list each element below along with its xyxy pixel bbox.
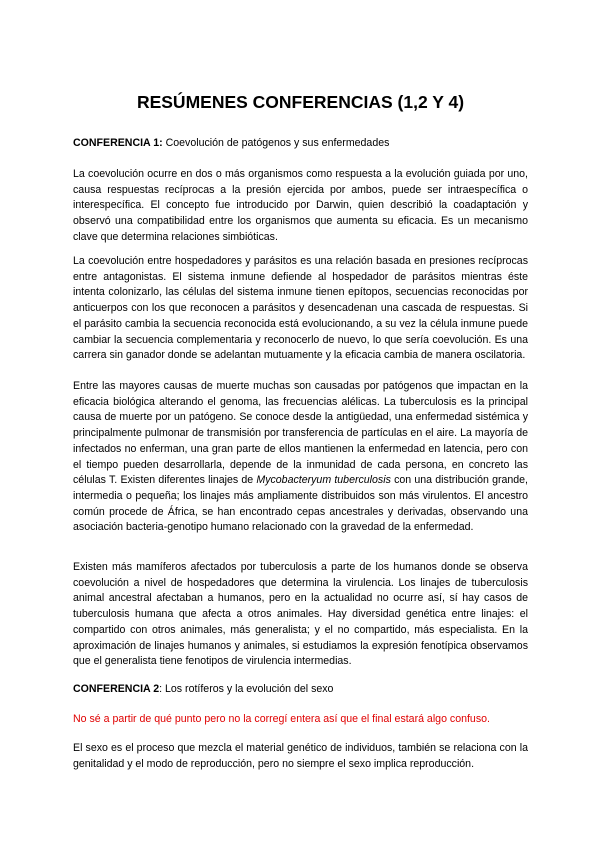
paragraph-2: La coevolución entre hospedadores y parásitos es una relación basada en presiones recíprocas entre antagonistas. El sistema inmune defiende al hospedador de parásitos mientras éste intenta colonizarlo, las células del sistema inmune tienen epítopos, secuencias reconocidas por anticuerpos con los que reconocen a parásitos y desencadenan una cascada de respuestas. Si el parásito cambia la secuencia reconocida está evolucionando, a su vez la célula inmune puede cambiar la secuencia complementaria y reconocerlo de nuevo, lo que sería coevolución. Es una carrera sin ganador donde se adelantan mutuamente y la eficacia cambia de manera oscilatoria. — [73, 255, 528, 362]
correction-note: No sé a partir de qué punto pero no la corregí entera así que el final estará algo confuso. — [73, 713, 490, 725]
conference-1-heading — [73, 136, 528, 152]
conference-1-label: CONFERENCIA 1: — [73, 137, 163, 149]
paragraph-3-start: Entre las mayores causas de muerte muchas son causadas por patógenos que impactan en la eficacia biológica alterando el genoma, las frecuencias alélicas. La tuberculosis es la principal causa de muerte por un patógeno. Se conoce desde la antigüedad, una enfermedad sistémica y principalmente pulmonar de transmisión por transferencia de partículas en el aire. La mayoría de infectados no enferman, una gran parte de ellos mantienen la enfermedad en latencia, pero con el tiempo pueden desarrollarla, depende de la inmunidad de cada persona, en concreto las células T. Existen diferentes linajes de — [73, 380, 528, 487]
paragraph-3-end: con una distribución grande, intermedia o pequeña; los linajes más ampliamente distribuidos son más virulentos. El ancestro común procede de África, se han encontrado cepas ancestrales y derivadas, observando una asociación bacteria-genotipo humano relacionado con la gravedad de la enfermedad. — [73, 474, 529, 534]
conference-2-topic: : Los rotíferos y la evolución del sexo — [159, 683, 334, 695]
paragraph-3 — [73, 379, 528, 536]
conference-1-topic: Coevolución de patógenos y sus enfermedades — [162, 137, 390, 149]
species-name: Mycobacteryum tuberculosis — [256, 474, 391, 487]
page-title: RESÚMENES CONFERENCIAS (1,2 Y 4) — [136, 92, 465, 112]
conference-2-heading — [73, 682, 528, 698]
paragraph-4: Existen más mamíferos afectados por tuberculosis a parte de los humanos donde se observa coevolución a nivel de hospedadores que determina la virulencia. Los linajes de tuberculosis animal ancestral afectaban a humanos, pero en la actualidad no ocurre así, sí hay casos de tuberculosis humana que afecta a otros animales. Hay diversidad genética entre linajes: el compartido con otros animales, más generalista; y el no compartido, más especialista. En la aproximación de linajes humanos y animales, si estudiamos la expresión fenotípica observamos que el generalista tiene fenotipos de virulencia intermedias. — [73, 561, 528, 668]
conference-2-label: CONFERENCIA 2 — [73, 683, 160, 695]
paragraph-5: El sexo es el proceso que mezcla el material genético de individuos, también se relaciona con la genitalidad y el modo de reproducción, pero no siempre el sexo implica reproducción. — [73, 742, 528, 770]
paragraph-1: La coevolución ocurre en dos o más organismos como respuesta a la evolución guiada por uno, causa respuestas recíprocas a la presión ejercida por ambos, puede ser intraespecífica o interespecífica. El concepto fue introducido por Darwin, quien describió la coadaptación y observó una compatibilidad entre los organismos que aumenta su eficacia. Es un mecanismo clave que determina relaciones simbióticas. — [73, 168, 528, 243]
